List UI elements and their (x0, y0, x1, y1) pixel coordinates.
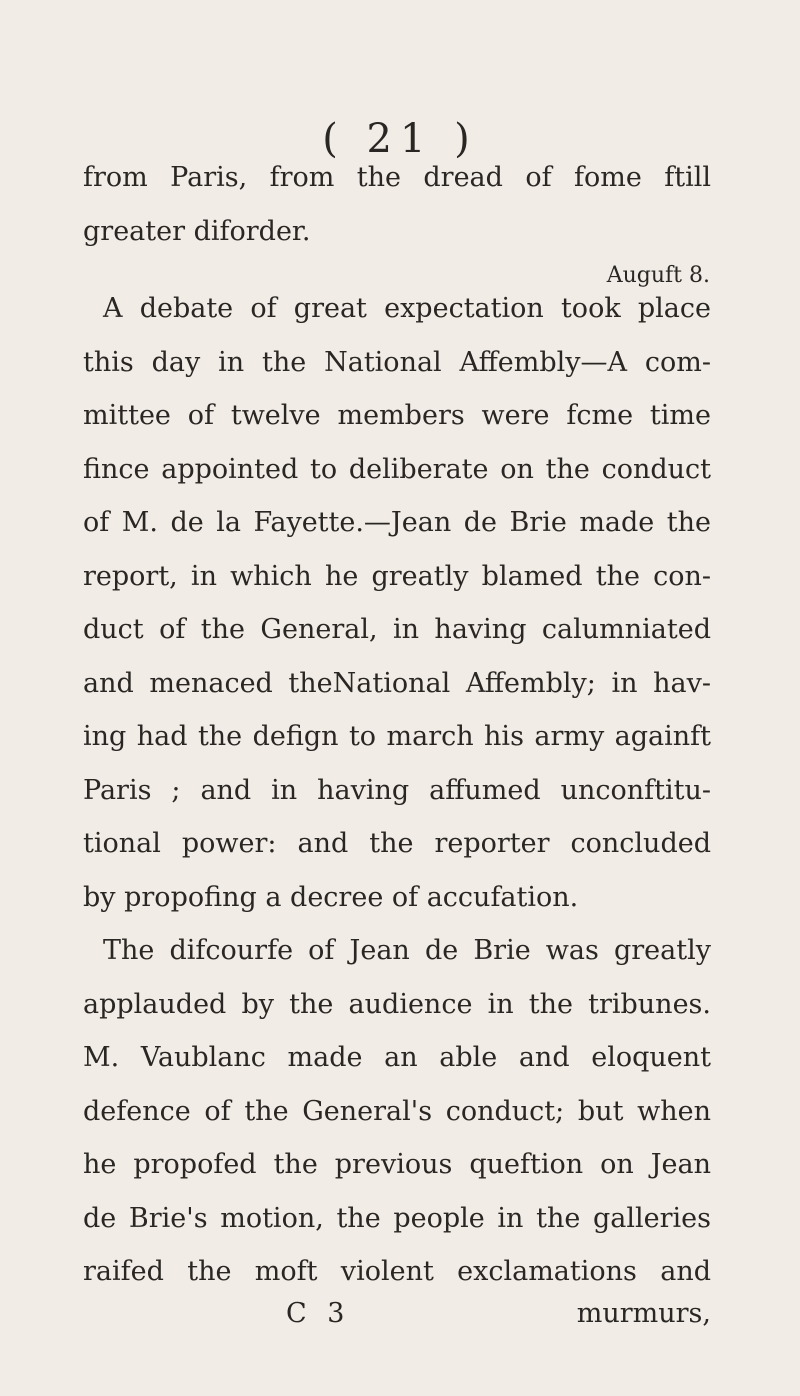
text-line-3: A debate of great expectation took place (103, 293, 711, 324)
text-line-2: greater diforder. (83, 216, 311, 247)
text-line-14: by propofing a decree of accufation. (83, 882, 579, 913)
text-line-19: he propofed the previous queftion on Jean (83, 1149, 711, 1180)
text-line-9: duct of the General, in having calumniated (83, 614, 711, 645)
page-number: ( 21 ) (322, 116, 478, 162)
text-line-17: M. Vaublanc made an able and eloquent (83, 1042, 711, 1073)
text-line-5: mittee of twelve members were fcme time (83, 400, 711, 431)
text-line-6: fince appointed to deliberate on the conduct (83, 454, 711, 485)
text-line-15: The difcourfe of Jean de Brie was greatly (103, 935, 711, 966)
text-line-12: Paris ; and in having affumed unconftitu- (83, 775, 711, 806)
text-line-4: this day in the National Affembly—A com- (83, 347, 711, 378)
text-line-8: report, in which he greatly blamed the con- (83, 561, 711, 592)
text-line-10: and menaced theNational Affembly; in hav- (83, 668, 711, 699)
text-line-1: from Paris, from the dread of fome ftill (83, 162, 711, 193)
dateline: Auguft 8. (606, 263, 710, 288)
catchword: murmurs, (576, 1298, 711, 1329)
text-line-7: of M. de la Fayette.—Jean de Brie made the (83, 507, 711, 538)
text-line-21: raifed the moft violent exclamations and (83, 1256, 711, 1287)
text-line-16: applauded by the audience in the tribunes. (83, 989, 711, 1020)
text-line-18: defence of the General's conduct; but when (83, 1096, 711, 1127)
signature-mark: C 3 (286, 1298, 351, 1329)
text-line-11: ing had the defign to march his army againft (83, 721, 711, 752)
text-line-20: de Brie's motion, the people in the galleries (83, 1203, 711, 1234)
text-line-13: tional power: and the reporter concluded (83, 828, 711, 859)
